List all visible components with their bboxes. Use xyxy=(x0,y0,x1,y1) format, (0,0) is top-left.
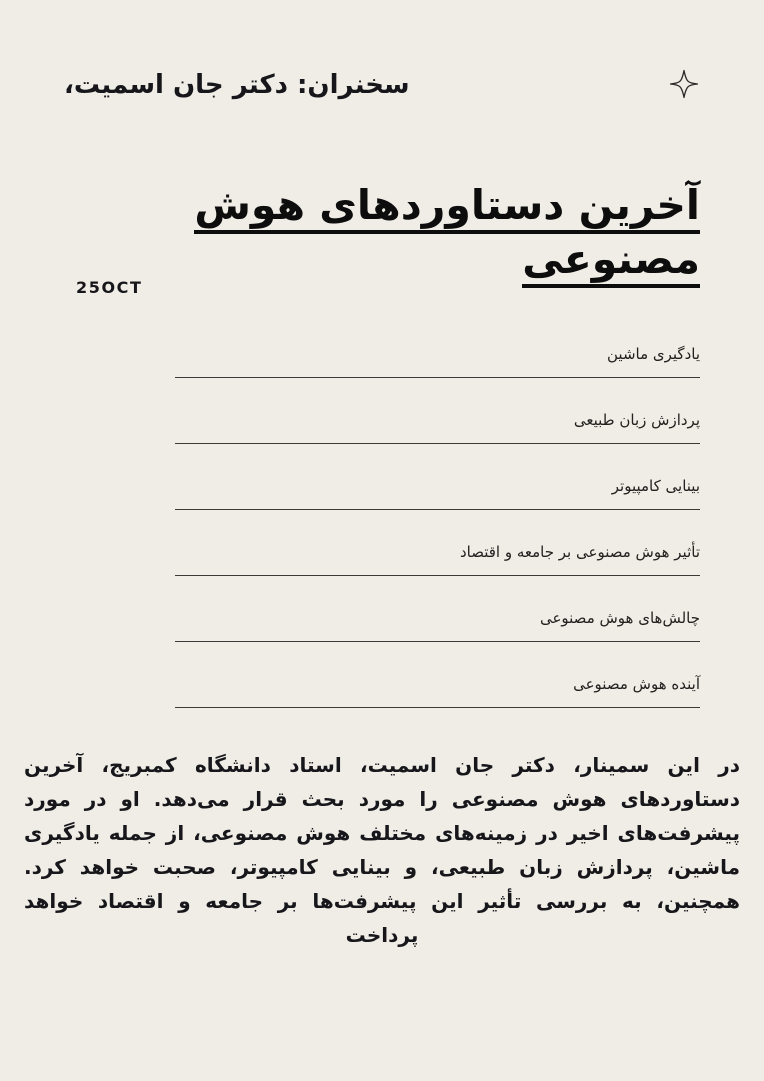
description-paragraph: در این سمینار، دکتر جان اسمیت، استاد دانشگاه کمبریج، آخرین دستاوردهای هوش مصنوعی را مورد بحث قرار می‌دهد. او در مورد پیشرفت‌های اخیر در زمینه‌های مختلف هوش مصنوعی، از جمله یادگیری ماشین، پردازش زبان طبیعی، و بینایی کامپیوتر، صحبت خواهد کرد. همچنین، به بررسی تأثیر این پیشرفت‌ها بر جامعه و اقتصاد خواهد پرداخت xyxy=(24,753,740,947)
agenda-divider xyxy=(175,509,700,510)
agenda-item-label: چالش‌های هوش مصنوعی xyxy=(539,609,700,627)
list-item xyxy=(175,410,700,444)
list-item xyxy=(175,344,700,378)
list-item xyxy=(175,476,700,510)
date-badge: 25OCT xyxy=(76,278,143,297)
page-title-line-2: مصنوعی xyxy=(522,235,700,288)
agenda-divider xyxy=(175,707,700,708)
agenda-item-label: پردازش زبان طبیعی xyxy=(573,411,700,429)
agenda-item-label: تأثیر هوش مصنوعی بر جامعه و اقتصاد xyxy=(459,543,700,561)
sparkle-icon xyxy=(666,68,700,102)
list-item xyxy=(175,542,700,576)
agenda-list xyxy=(175,344,700,740)
agenda-divider xyxy=(175,377,700,378)
agenda-item-label: آینده هوش مصنوعی xyxy=(573,675,700,693)
agenda-item-label: بینایی کامپیوتر xyxy=(611,477,700,495)
agenda-item-label: یادگیری ماشین xyxy=(607,345,700,363)
page-title xyxy=(64,178,700,286)
page-title-line-1: آخرین دستاوردهای هوش xyxy=(194,181,700,234)
list-item xyxy=(175,608,700,642)
list-item xyxy=(175,674,700,708)
poster-header xyxy=(0,62,764,108)
agenda-divider xyxy=(175,575,700,576)
agenda-divider xyxy=(175,641,700,642)
agenda-divider xyxy=(175,443,700,444)
speaker-line: سخنران: دکتر جان اسمیت، xyxy=(64,70,410,100)
